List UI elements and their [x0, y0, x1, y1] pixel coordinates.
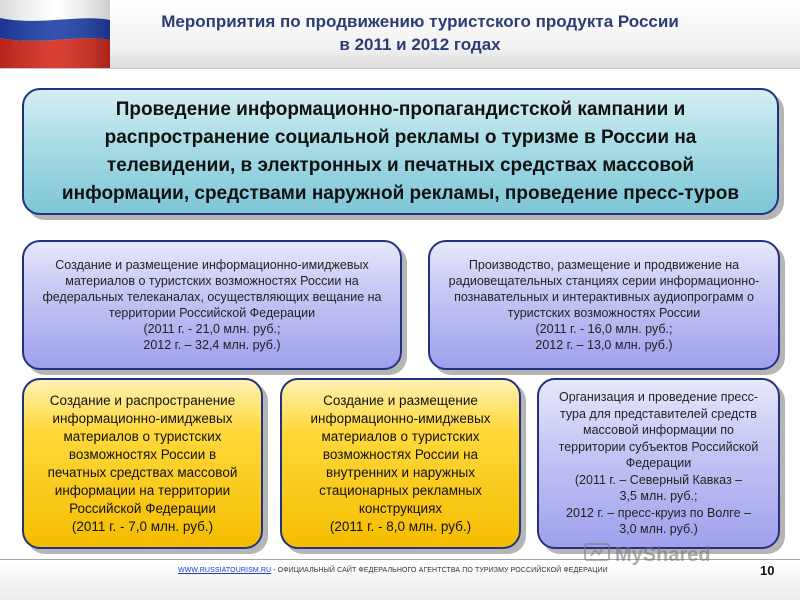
outdoor-box-line: стационарных рекламных — [319, 482, 482, 498]
tv-box-line: федеральных телеканалах, осуществляющих вещание на — [42, 290, 382, 304]
presentation-icon — [583, 540, 755, 566]
main-box-line: распространение социальной рекламы о туризме в России на — [104, 126, 697, 148]
print-box-line: (2011 г. - 7,0 млн. руб.) — [71, 518, 214, 534]
footer-description: - ОФИЦИАЛЬНЫЙ САЙТ ФЕДЕРАЛЬНОГО АГЕНТСТВА ПО ТУРИЗМУ РОССИЙСКОЙ ФЕДЕРАЦИИ — [271, 567, 608, 574]
print-box-line: Создание и распространение — [49, 392, 236, 408]
press-box-line: (2011 г. – Северный Кавказ – — [574, 472, 743, 487]
tv-box-line: (2011 г. - 21,0 млн. руб.; — [143, 322, 281, 336]
slide-title-line-2: в 2011 и 2012 годах — [339, 35, 501, 54]
radio-box-line: туристских возможностях России — [507, 306, 701, 320]
main-box-line: информации, средствами наружной рекламы, проведение пресс-туров — [61, 182, 740, 204]
outdoor-box-line: информационно-имиджевых — [310, 410, 491, 426]
slide-footer — [0, 560, 800, 600]
radio-box-line: Производство, размещение и продвижение на — [468, 258, 740, 272]
slide-title-line-1: Мероприятия по продвижению туристского продукта России — [161, 12, 679, 31]
svg-text:MyShared: MyShared — [615, 544, 711, 566]
print-box-line: печатных средствах массовой — [47, 464, 238, 480]
outdoor-box-line: конструкциях — [358, 500, 443, 516]
slide-title — [120, 10, 720, 56]
print-box-line: возможностях России в — [68, 446, 217, 462]
press-box-line: 3,0 млн. руб.) — [619, 522, 698, 537]
tv-box-line: территории Российской Федерации — [108, 306, 316, 320]
print-media-box — [22, 378, 263, 549]
press-box-line: 3,5 млн. руб.; — [619, 489, 698, 504]
russian-flag-image — [0, 0, 110, 68]
radio-box-line: 2012 г. – 13,0 млн. руб.) — [535, 338, 673, 352]
outdoor-box-line: внутренних и наружных — [326, 464, 475, 480]
print-box-line: информационно-имиджевых — [52, 410, 233, 426]
outdoor-box-line: возможностях России на — [322, 446, 479, 462]
tv-box-line: материалов о туристских возможностях России на — [65, 274, 359, 288]
main-box-line: телевидении, в электронных и печатных средствах массовой — [106, 154, 695, 176]
footer-caption — [178, 567, 608, 574]
press-box-line: территории субъектов Российской — [558, 439, 759, 454]
print-box-line: информации на территории — [54, 482, 231, 498]
main-box-line: Проведение информационно-пропагандистской кампании и — [115, 98, 686, 120]
press-box-line: тура для представителей средств — [560, 406, 757, 421]
site-link[interactable]: WWW.RUSSIATOURISM.RU — [178, 567, 272, 574]
press-box-line: Федерации — [625, 456, 692, 471]
page-number: 10 — [760, 563, 775, 578]
myshared-watermark — [583, 540, 755, 566]
press-tour-box — [537, 378, 780, 549]
radio-box-line: познавательных и интерактивных аудиопрограмм о — [454, 290, 754, 304]
main-campaign-box — [22, 88, 779, 215]
tv-campaign-box — [22, 240, 402, 370]
radio-box-line: радиовещательных станциях серии информационно- — [448, 274, 760, 288]
radio-box-line: (2011 г. - 16,0 млн. руб.; — [535, 322, 673, 336]
outdoor-box-line: материалов о туристских — [321, 428, 480, 444]
print-box-line: материалов о туристских — [63, 428, 222, 444]
tv-box-line: Создание и размещение информационно-имиджевых — [55, 258, 369, 272]
radio-campaign-box — [428, 240, 780, 370]
outdoor-advertising-box — [280, 378, 521, 549]
press-box-line: массовой информации по — [583, 423, 734, 438]
tv-box-line: 2012 г. – 32,4 млн. руб.) — [143, 338, 281, 352]
outdoor-box-line: (2011 г. - 8,0 млн. руб.) — [329, 518, 472, 534]
slide-header — [0, 0, 800, 69]
print-box-line: Российской Федерации — [69, 500, 216, 516]
press-box-line: Организация и проведение пресс- — [558, 390, 759, 405]
outdoor-box-line: Создание и размещение — [323, 392, 478, 408]
press-box-line: 2012 г. – пресс-круиз по Волге – — [566, 505, 751, 520]
